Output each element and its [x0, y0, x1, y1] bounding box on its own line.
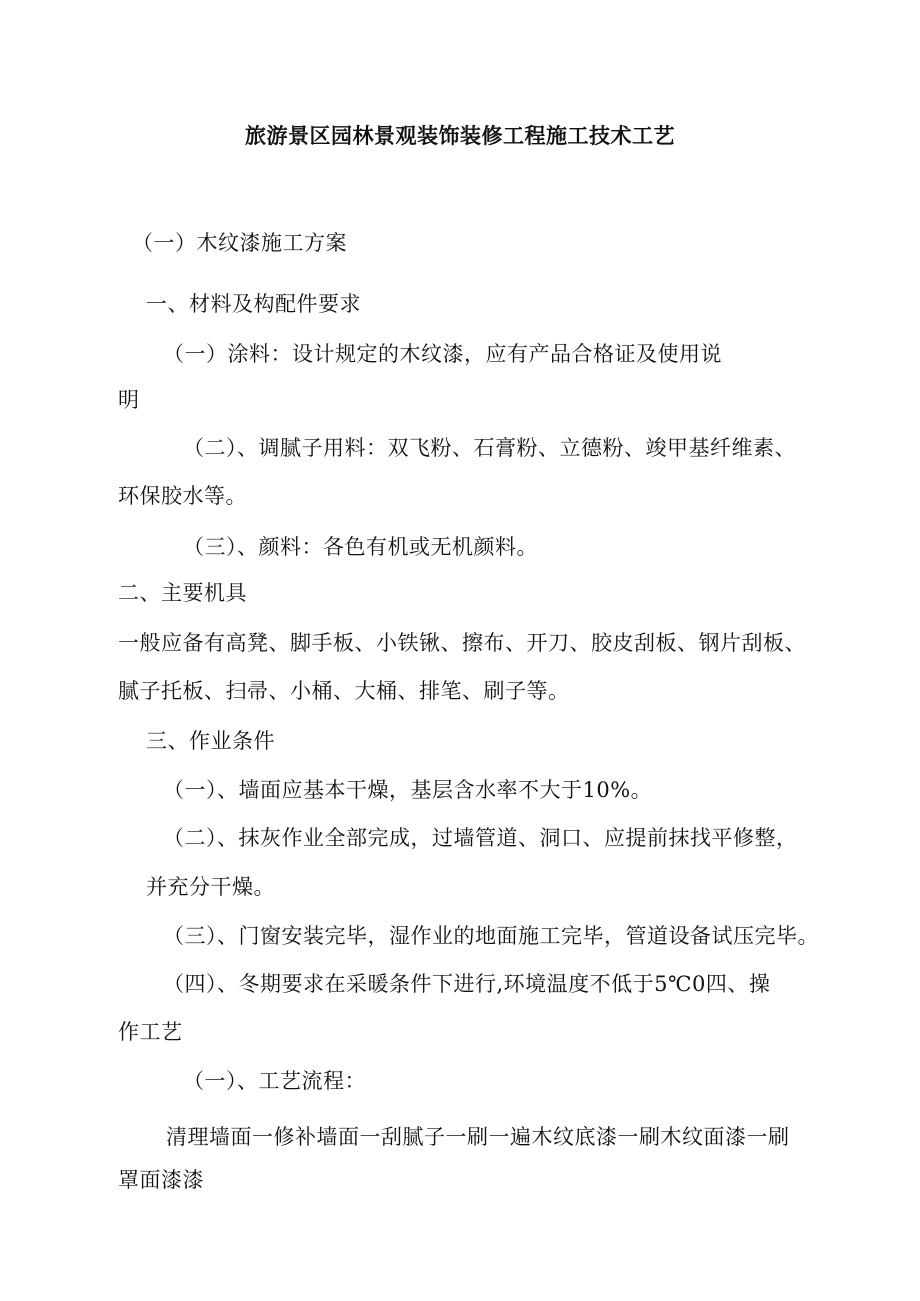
- paragraph-line: 环保胶水等。: [118, 484, 247, 508]
- subsection-heading: 一、材料及构配件要求: [146, 292, 361, 316]
- subsection-heading: 三、作业条件: [146, 729, 275, 753]
- paragraph-line: （二）、抹灰作业全部完成，过墙管道、洞口、应提前抹找平修整，: [163, 826, 798, 850]
- subsection-heading: 二、主要机具: [118, 581, 247, 605]
- document-title: 旅游景区园林景观装饰装修工程施工技术工艺: [245, 124, 675, 148]
- paragraph-line: （一）、墙面应基本干燥，基层含水率不大于10%。: [163, 778, 653, 802]
- paragraph-line: （一）、工艺流程：: [183, 1069, 366, 1093]
- paragraph-line: （四）、冬期要求在采暖条件下进行,环境温度不低于5℃0四、操: [163, 972, 771, 996]
- paragraph-line: （二）、调腻子用料：双飞粉、石膏粉、立德粉、竣甲基纤维素、: [183, 436, 796, 460]
- paragraph-line: 并充分干燥。: [146, 875, 275, 899]
- paragraph-line: 作工艺: [118, 1020, 183, 1044]
- paragraph-line: （三）、颜料：各色有机或无机颜料。: [183, 535, 538, 559]
- paragraph-line: 明: [118, 388, 140, 412]
- section-heading: （一）木纹漆施工方案: [132, 231, 347, 255]
- paragraph-line: 一般应备有高凳、脚手板、小铁锹、擦布、开刀、胶皮刮板、钢片刮板、: [118, 631, 806, 655]
- paragraph-line: 清理墙面一修补墙面一刮腻子一刷一遍木纹底漆一刷木纹面漆一刷: [166, 1125, 790, 1149]
- paragraph-line: 罩面漆漆: [118, 1168, 204, 1192]
- paragraph-line: （三）、门窗安装完毕，湿作业的地面施工完毕，管道设备试压完毕。: [163, 924, 819, 948]
- paragraph-line: 腻子托板、扫帚、小桶、大桶、排笔、刷子等。: [118, 679, 570, 703]
- paragraph-line: （一）涂料：设计规定的木纹漆，应有产品合格证及使用说: [163, 342, 722, 366]
